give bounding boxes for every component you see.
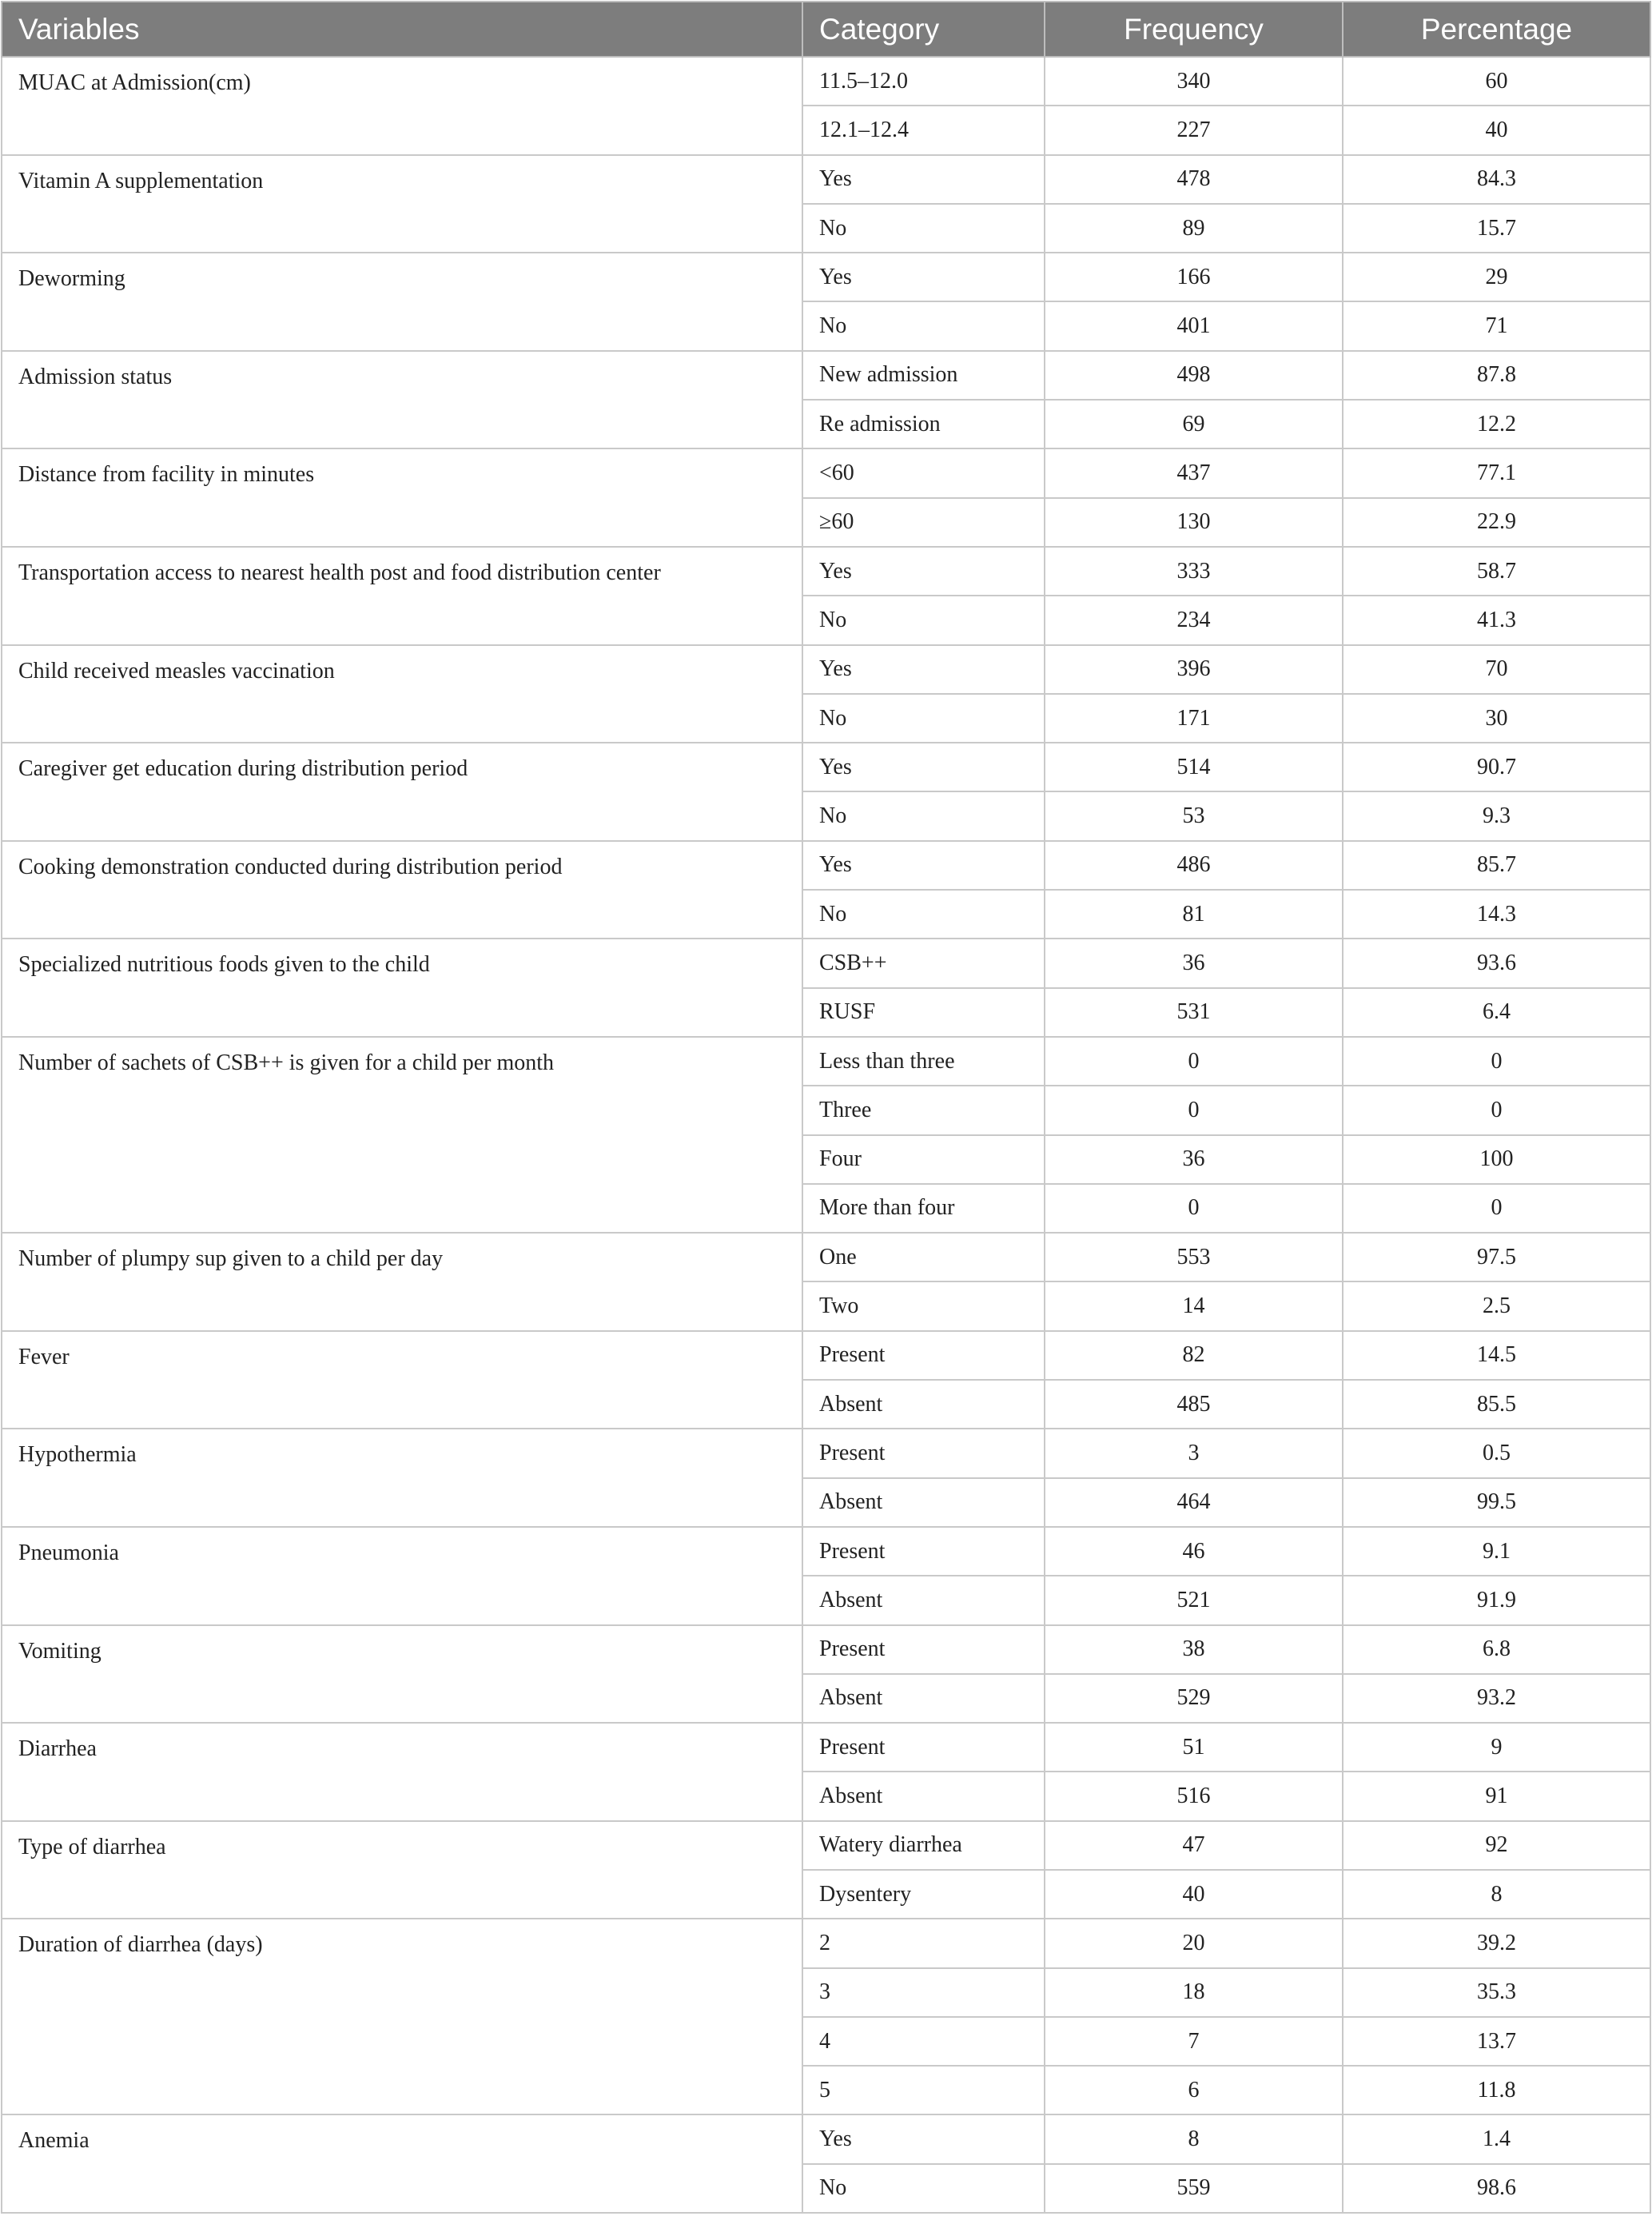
percentage-cell: 98.6 [1343, 2164, 1650, 2213]
percentage-cell: 6.4 [1343, 988, 1650, 1037]
table-row [2, 57, 1650, 106]
header-frequency: Frequency [1045, 2, 1343, 57]
table-row [2, 547, 1650, 596]
table-row [2, 155, 1650, 204]
table-row [2, 1331, 1650, 1380]
table-row [2, 1723, 1650, 1772]
variable-cell: Transportation access to nearest health post and food distribution center [2, 547, 802, 645]
category-cell: One [802, 1233, 1045, 1281]
frequency-cell: 333 [1045, 547, 1343, 596]
percentage-cell: 71 [1343, 301, 1650, 350]
frequency-cell: 51 [1045, 1723, 1343, 1772]
frequency-cell: 6 [1045, 2066, 1343, 2114]
variable-cell: Diarrhea [2, 1723, 802, 1821]
frequency-cell: 0 [1045, 1086, 1343, 1134]
header-row [2, 2, 1650, 57]
table-row [2, 351, 1650, 400]
frequency-cell: 36 [1045, 1135, 1343, 1184]
category-cell: 2 [802, 1919, 1045, 1967]
percentage-cell: 35.3 [1343, 1968, 1650, 2017]
percentage-cell: 9.1 [1343, 1527, 1650, 1576]
table-row [2, 1919, 1650, 1967]
frequency-cell: 464 [1045, 1478, 1343, 1527]
category-cell: 3 [802, 1968, 1045, 2017]
category-cell: 5 [802, 2066, 1045, 2114]
category-cell: Absent [802, 1674, 1045, 1723]
category-cell: Yes [802, 645, 1045, 694]
category-cell: Re admission [802, 400, 1045, 448]
category-cell: Yes [802, 841, 1045, 890]
category-cell: Absent [802, 1478, 1045, 1527]
category-cell: 12.1–12.4 [802, 106, 1045, 154]
percentage-cell: 2.5 [1343, 1281, 1650, 1330]
frequency-cell: 401 [1045, 301, 1343, 350]
frequency-cell: 46 [1045, 1527, 1343, 1576]
percentage-cell: 100 [1343, 1135, 1650, 1184]
variable-cell: Specialized nutritious foods given to the child [2, 939, 802, 1037]
percentage-cell: 15.7 [1343, 204, 1650, 253]
frequency-cell: 529 [1045, 1674, 1343, 1723]
table-row [2, 1233, 1650, 1281]
category-cell: Yes [802, 2114, 1045, 2163]
percentage-cell: 0 [1343, 1184, 1650, 1233]
category-cell: Three [802, 1086, 1045, 1134]
frequency-cell: 47 [1045, 1821, 1343, 1870]
category-cell: Yes [802, 743, 1045, 791]
variable-cell: Vitamin A supplementation [2, 155, 802, 253]
frequency-cell: 478 [1045, 155, 1343, 204]
percentage-cell: 29 [1343, 253, 1650, 301]
category-cell: Four [802, 1135, 1045, 1184]
category-cell: Yes [802, 547, 1045, 596]
table-row [2, 743, 1650, 791]
category-cell: Present [802, 1723, 1045, 1772]
category-cell: No [802, 2164, 1045, 2213]
table-row [2, 1821, 1650, 1870]
percentage-cell: 91 [1343, 1772, 1650, 1820]
frequency-cell: 498 [1045, 351, 1343, 400]
table-body [2, 57, 1650, 2213]
percentage-cell: 14.5 [1343, 1331, 1650, 1380]
header-percentage: Percentage [1343, 2, 1650, 57]
table-row [2, 645, 1650, 694]
frequency-cell: 7 [1045, 2017, 1343, 2066]
frequency-cell: 166 [1045, 253, 1343, 301]
percentage-cell: 13.7 [1343, 2017, 1650, 2066]
category-cell: 4 [802, 2017, 1045, 2066]
table-row [2, 448, 1650, 497]
percentage-cell: 58.7 [1343, 547, 1650, 596]
category-cell: ≥60 [802, 498, 1045, 547]
percentage-cell: 85.5 [1343, 1380, 1650, 1429]
frequency-cell: 0 [1045, 1037, 1343, 1086]
header-variables: Variables [2, 2, 802, 57]
category-cell: Yes [802, 253, 1045, 301]
category-cell: Less than three [802, 1037, 1045, 1086]
percentage-cell: 90.7 [1343, 743, 1650, 791]
variable-cell: Fever [2, 1331, 802, 1429]
frequency-cell: 53 [1045, 791, 1343, 840]
frequency-cell: 485 [1045, 1380, 1343, 1429]
category-cell: No [802, 596, 1045, 644]
percentage-cell: 85.7 [1343, 841, 1650, 890]
percentage-cell: 60 [1343, 57, 1650, 106]
table-row [2, 939, 1650, 987]
category-cell: New admission [802, 351, 1045, 400]
category-cell: Absent [802, 1380, 1045, 1429]
frequency-cell: 531 [1045, 988, 1343, 1037]
percentage-cell: 22.9 [1343, 498, 1650, 547]
variable-cell: Number of plumpy sup given to a child per day [2, 1233, 802, 1331]
table-row [2, 841, 1650, 890]
category-cell: Watery diarrhea [802, 1821, 1045, 1870]
variable-cell: Cooking demonstration conducted during distribution period [2, 841, 802, 939]
percentage-cell: 9 [1343, 1723, 1650, 1772]
percentage-cell: 0.5 [1343, 1429, 1650, 1477]
percentage-cell: 1.4 [1343, 2114, 1650, 2163]
category-cell: No [802, 791, 1045, 840]
variable-cell: Number of sachets of CSB++ is given for a child per month [2, 1037, 802, 1233]
category-cell: Absent [802, 1772, 1045, 1820]
frequency-cell: 82 [1045, 1331, 1343, 1380]
frequency-cell: 8 [1045, 2114, 1343, 2163]
variable-cell: Duration of diarrhea (days) [2, 1919, 802, 2114]
category-cell: Dysentery [802, 1870, 1045, 1919]
table-row [2, 1037, 1650, 1086]
table-row [2, 1527, 1650, 1576]
frequency-cell: 516 [1045, 1772, 1343, 1820]
percentage-cell: 99.5 [1343, 1478, 1650, 1527]
variable-cell: Vomiting [2, 1625, 802, 1724]
frequency-cell: 553 [1045, 1233, 1343, 1281]
percentage-cell: 0 [1343, 1037, 1650, 1086]
frequency-cell: 340 [1045, 57, 1343, 106]
percentage-cell: 9.3 [1343, 791, 1650, 840]
variable-cell: Type of diarrhea [2, 1821, 802, 1919]
variable-cell: Pneumonia [2, 1527, 802, 1625]
category-cell: Absent [802, 1576, 1045, 1624]
frequency-cell: 521 [1045, 1576, 1343, 1624]
category-cell: <60 [802, 448, 1045, 497]
table-row [2, 1625, 1650, 1674]
frequency-cell: 130 [1045, 498, 1343, 547]
variable-cell: Distance from facility in minutes [2, 448, 802, 547]
percentage-cell: 12.2 [1343, 400, 1650, 448]
category-cell: Two [802, 1281, 1045, 1330]
category-cell: Present [802, 1331, 1045, 1380]
frequency-cell: 14 [1045, 1281, 1343, 1330]
percentage-cell: 11.8 [1343, 2066, 1650, 2114]
frequency-cell: 171 [1045, 694, 1343, 743]
frequency-cell: 396 [1045, 645, 1343, 694]
frequency-cell: 227 [1045, 106, 1343, 154]
frequency-cell: 36 [1045, 939, 1343, 987]
frequency-cell: 18 [1045, 1968, 1343, 2017]
percentage-cell: 92 [1343, 1821, 1650, 1870]
percentage-cell: 84.3 [1343, 155, 1650, 204]
variable-cell: MUAC at Admission(cm) [2, 57, 802, 155]
category-cell: Present [802, 1527, 1045, 1576]
category-cell: No [802, 204, 1045, 253]
percentage-cell: 77.1 [1343, 448, 1650, 497]
variable-cell: Admission status [2, 351, 802, 449]
header-category: Category [802, 2, 1045, 57]
category-cell: Present [802, 1625, 1045, 1674]
percentage-cell: 40 [1343, 106, 1650, 154]
percentage-cell: 93.6 [1343, 939, 1650, 987]
percentage-cell: 8 [1343, 1870, 1650, 1919]
variable-cell: Caregiver get education during distribution period [2, 743, 802, 841]
percentage-cell: 14.3 [1343, 890, 1650, 939]
percentage-cell: 93.2 [1343, 1674, 1650, 1723]
category-cell: No [802, 301, 1045, 350]
category-cell: No [802, 890, 1045, 939]
data-table [1, 1, 1651, 2214]
category-cell: No [802, 694, 1045, 743]
category-cell: More than four [802, 1184, 1045, 1233]
frequency-cell: 234 [1045, 596, 1343, 644]
table-row [2, 2114, 1650, 2163]
data-table-container [1, 1, 1650, 2214]
percentage-cell: 6.8 [1343, 1625, 1650, 1674]
variable-cell: Child received measles vaccination [2, 645, 802, 743]
table-row [2, 1429, 1650, 1477]
frequency-cell: 40 [1045, 1870, 1343, 1919]
category-cell: 11.5–12.0 [802, 57, 1045, 106]
percentage-cell: 87.8 [1343, 351, 1650, 400]
category-cell: Yes [802, 155, 1045, 204]
frequency-cell: 20 [1045, 1919, 1343, 1967]
percentage-cell: 30 [1343, 694, 1650, 743]
frequency-cell: 89 [1045, 204, 1343, 253]
frequency-cell: 514 [1045, 743, 1343, 791]
category-cell: CSB++ [802, 939, 1045, 987]
percentage-cell: 91.9 [1343, 1576, 1650, 1624]
variable-cell: Deworming [2, 253, 802, 351]
frequency-cell: 3 [1045, 1429, 1343, 1477]
percentage-cell: 70 [1343, 645, 1650, 694]
percentage-cell: 97.5 [1343, 1233, 1650, 1281]
category-cell: RUSF [802, 988, 1045, 1037]
percentage-cell: 39.2 [1343, 1919, 1650, 1967]
table-row [2, 253, 1650, 301]
table-header [2, 2, 1650, 57]
percentage-cell: 0 [1343, 1086, 1650, 1134]
frequency-cell: 0 [1045, 1184, 1343, 1233]
frequency-cell: 486 [1045, 841, 1343, 890]
category-cell: Present [802, 1429, 1045, 1477]
frequency-cell: 38 [1045, 1625, 1343, 1674]
frequency-cell: 81 [1045, 890, 1343, 939]
frequency-cell: 69 [1045, 400, 1343, 448]
variable-cell: Hypothermia [2, 1429, 802, 1527]
frequency-cell: 559 [1045, 2164, 1343, 2213]
variable-cell: Anemia [2, 2114, 802, 2213]
percentage-cell: 41.3 [1343, 596, 1650, 644]
frequency-cell: 437 [1045, 448, 1343, 497]
